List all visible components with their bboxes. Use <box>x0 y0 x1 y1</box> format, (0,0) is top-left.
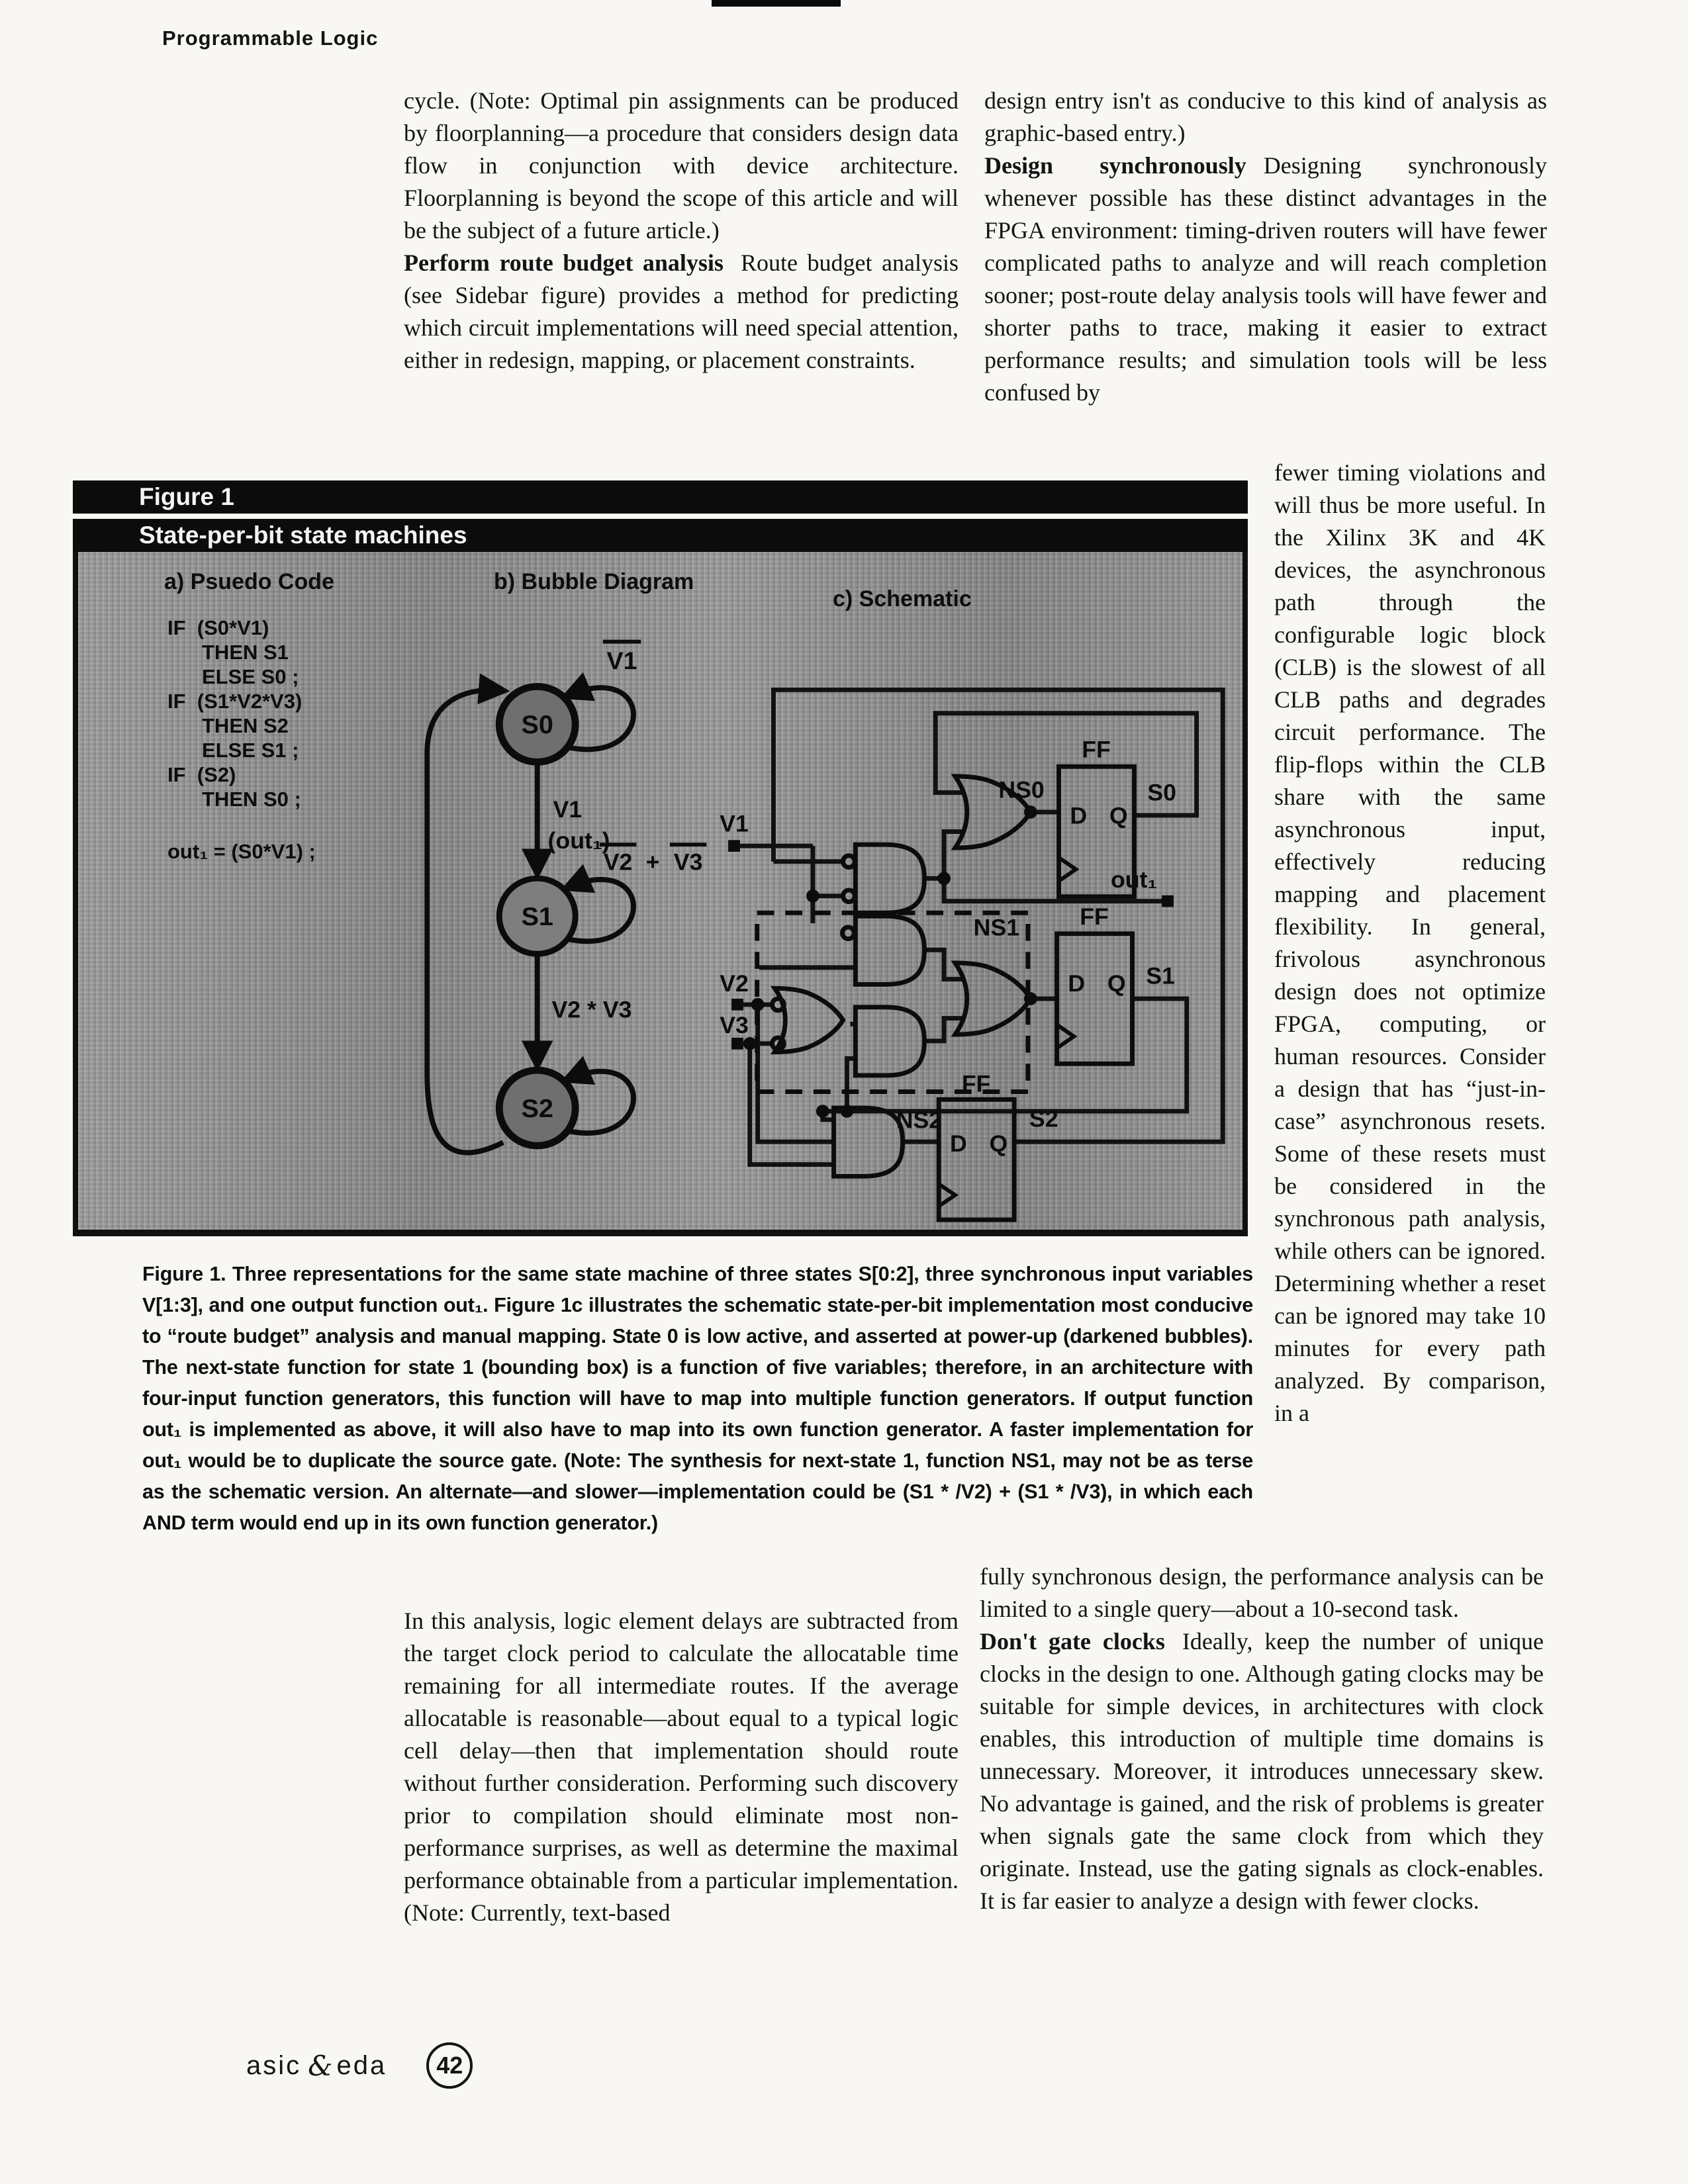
code-line: IF (S2) <box>167 763 236 786</box>
paragraph <box>1274 457 1546 1430</box>
figure-title-bar: Figure 1 <box>73 480 1248 514</box>
input-terminal-v3 <box>731 1038 743 1050</box>
paragraph-text: design entry isn't as conducive to this kind of analysis as graphic-based entry.) <box>984 87 1547 146</box>
or-gate-ns1 <box>955 963 1031 1034</box>
code-line: IF (S1*V2*V3) <box>167 690 303 713</box>
runin-heading-dont-gate-clocks: Don't gate clocks <box>980 1628 1165 1655</box>
ff-label: FF <box>1080 903 1109 930</box>
magazine-logo-eda: eda <box>336 2050 387 2080</box>
signal-label-ns1: NS1 <box>973 914 1020 941</box>
column-top-right <box>984 85 1547 409</box>
column-bottom-left <box>404 1605 959 1929</box>
transition-label-v1: V1 <box>553 796 583 823</box>
code-line: ELSE S0 ; <box>202 665 299 688</box>
panel-c-label: c) Schematic <box>833 586 972 612</box>
runin-heading-route-budget: Perform route budget analysis <box>404 250 724 276</box>
transition-s2-s0 <box>427 690 503 1153</box>
state-label-s2: S2 <box>521 1094 553 1123</box>
code-line: THEN S1 <box>202 641 289 664</box>
flip-flop-s2 <box>939 1099 1014 1220</box>
invert-bubble <box>842 927 854 939</box>
loop-label-not-v3: V3 <box>673 848 703 876</box>
page-number-badge: 42 <box>426 2042 473 2089</box>
signal-label-ns0: NS0 <box>998 776 1045 803</box>
magazine-logo-asic: asic <box>246 2050 302 2080</box>
code-line: IF (S0*V1) <box>167 616 269 639</box>
panel-b-label: b) Bubble Diagram <box>494 569 694 594</box>
paragraph-text: fewer timing violations and will thus be more useful. In the Xilinx 3K and 4K devices, the asynchronous path through the configurable logic block (CLB) is the slowest of all CLB paths and degrades circuit performance. The flip-flops within the CLB share with the same asynchronous input, effectively reducing mapping and placement flexibility. In general, frivolous asynchronous design does not optimize FPGA, computing, or human resources. Consider a design that has “just-in-case” asynchronous resets. Some of these resets must be considered in the synchronous path analysis, while others can be ignored. Determining whether a reset can be ignored may take 10 minutes for every path analyzed. By comparison, in a <box>1274 459 1546 1426</box>
column-top-left <box>404 85 959 377</box>
runin-heading-design-synchronously: Design synchronously <box>984 152 1246 179</box>
paragraph-text: fully synchronous design, the performance analysis can be limited to a single query—about a 10-second task. <box>980 1563 1544 1622</box>
flip-flop-s1 <box>1057 934 1133 1064</box>
clock-triangle <box>939 1184 955 1206</box>
ff-d: D <box>1068 970 1086 997</box>
code-line: THEN S0 ; <box>202 788 301 811</box>
ff-q: Q <box>989 1130 1008 1157</box>
paragraph-text: Designing synchronously whenever possible has these distinct advantages in the FPGA environment: timing-driven routers will have fewer complicated paths to analyze and will reach completion sooner; post-route delay analysis tools will have fewer and shorter paths to trace, making it easier to extract performance results; and simulation tools will be less confused by <box>984 152 1547 406</box>
paragraph <box>404 85 959 247</box>
clock-triangle <box>1057 1024 1074 1048</box>
state-label-s1: S1 <box>521 902 553 931</box>
paragraph <box>404 1605 959 1929</box>
signal-label-ns2: NS2 <box>896 1107 943 1134</box>
scan-artifact <box>712 0 841 7</box>
paragraph <box>980 1561 1544 1625</box>
clock-triangle <box>1059 858 1076 881</box>
panel-a-label: a) Psuedo Code <box>164 569 334 594</box>
signal-label-v3: V3 <box>720 1012 749 1039</box>
output-terminal-out1 <box>1162 895 1174 907</box>
ff-label: FF <box>1082 736 1111 763</box>
input-terminal-v2 <box>731 999 743 1011</box>
magazine-logo-ampersand: & <box>308 2049 333 2082</box>
paragraph <box>980 1625 1544 1917</box>
paragraph-text: Ideally, keep the number of unique clocks in the design to one. Although gating clocks may be suitable for simple devices, in architectures with clock enables, this introduction of multiple time domains is unnecessary. Moreover, it introduces unnecessary skew. No advantage is gained, and the risk of problems is greater when signals gate the same clock from which they originate. Instead, use the gating signals as clock-enables. It is far easier to analyze a design with fewer clocks. <box>980 1628 1544 1914</box>
and-gate-ns1-lower <box>855 1007 924 1075</box>
signal-label-s1: S1 <box>1146 962 1175 989</box>
page-footer <box>246 2042 473 2089</box>
invert-bubble <box>843 890 855 902</box>
column-narrow-right <box>1274 457 1546 1430</box>
signal-label-s2: S2 <box>1029 1105 1058 1132</box>
column-bottom-right <box>980 1561 1544 1917</box>
and-gate-ns0 <box>855 844 924 913</box>
code-line-out1: out₁ = (S0*V1) ; <box>167 840 316 863</box>
pseudo-code <box>167 615 316 864</box>
page-kicker: Programmable Logic <box>162 26 379 50</box>
input-terminal-v1 <box>728 840 740 852</box>
ff-label: FF <box>961 1070 991 1097</box>
transition-label-v2v3: V2 * V3 <box>551 996 632 1023</box>
loop-label-not-v1: V1 <box>606 647 637 674</box>
loop-label-not-v2: V2 <box>603 848 633 876</box>
ff-d: D <box>950 1130 967 1157</box>
code-line: ELSE S1 ; <box>202 739 299 762</box>
and-gate-ns1-upper <box>855 916 924 984</box>
code-line: THEN S2 <box>202 714 289 737</box>
figure-1 <box>73 480 1248 1236</box>
loop-label-plus: + <box>645 848 660 876</box>
signal-label-out1: out₁ <box>1110 866 1158 893</box>
junction-dots <box>728 802 1174 1118</box>
figure-caption: Figure 1. Three representations for the same state machine of three states S[0:2], three synchronous input variables V[1:3], and one output function out₁. Figure 1c illustrates the schematic state-per-bit implementation most conducive to “route budget” analysis and manual mapping. State 0 is low active, and asserted at power-up (darkened bubbles). The next-state function for state 1 (bounding box) is a function of five variables; therefore, in an architecture with four-input function generators, this function will have to map into multiple function generators. If output function out₁ is implemented as above, it will also have to map into its own function generator. A faster implementation for out₁ would be to duplicate the source gate. (Note: The synthesis for next-state 1, function NS1, may not be as terse as the schematic version. An alternate—and slower—implementation could be (S1 * /V2) + (S1 * /V3), in which each AND term would end up in its own function generator.) <box>142 1263 1253 1534</box>
ff-d: D <box>1070 802 1088 829</box>
ff-q: Q <box>1109 802 1128 829</box>
signal-label-v2: V2 <box>720 970 749 997</box>
invert-bubble <box>843 856 855 868</box>
paragraph-text: In this analysis, logic element delays are subtracted from the target clock period to calculate the allocatable time remaining for all intermediate routes. If the average allocatable is reasonable—about equal to a typical logic cell delay—then that implementation should route without further consideration. Performing such discovery prior to compilation should eliminate most non-performance surprises, as well as determine the maximal performance obtainable from a particular implementation. (Note: Currently, text-based <box>404 1608 959 1926</box>
ff-q: Q <box>1107 970 1126 997</box>
figure-subtitle-bar: State-per-bit state machines <box>73 519 1248 552</box>
transition-label-out1: (out₁) <box>547 827 610 854</box>
paragraph-text: Route budget analysis (see Sidebar figure) provides a method for predicting which circuit implementations will need special attention, either in redesign, mapping, or placement constraints. <box>404 250 959 373</box>
paragraph-text: cycle. (Note: Optimal pin assignments can be produced by floorplanning—a procedure that considers design data flow in conjunction with device architecture. Floorplanning is beyond the scope of this article and will be the subject of a future article.) <box>404 87 959 244</box>
and-gate-ns2 <box>834 1108 903 1176</box>
paragraph <box>984 150 1547 409</box>
invert-bubble <box>772 999 784 1011</box>
state-label-s0: S0 <box>521 710 553 740</box>
signal-label-s0: S0 <box>1147 779 1176 806</box>
paragraph <box>404 247 959 377</box>
figure-body <box>73 552 1248 1236</box>
paragraph <box>984 85 1547 150</box>
signal-label-v1: V1 <box>720 810 749 837</box>
